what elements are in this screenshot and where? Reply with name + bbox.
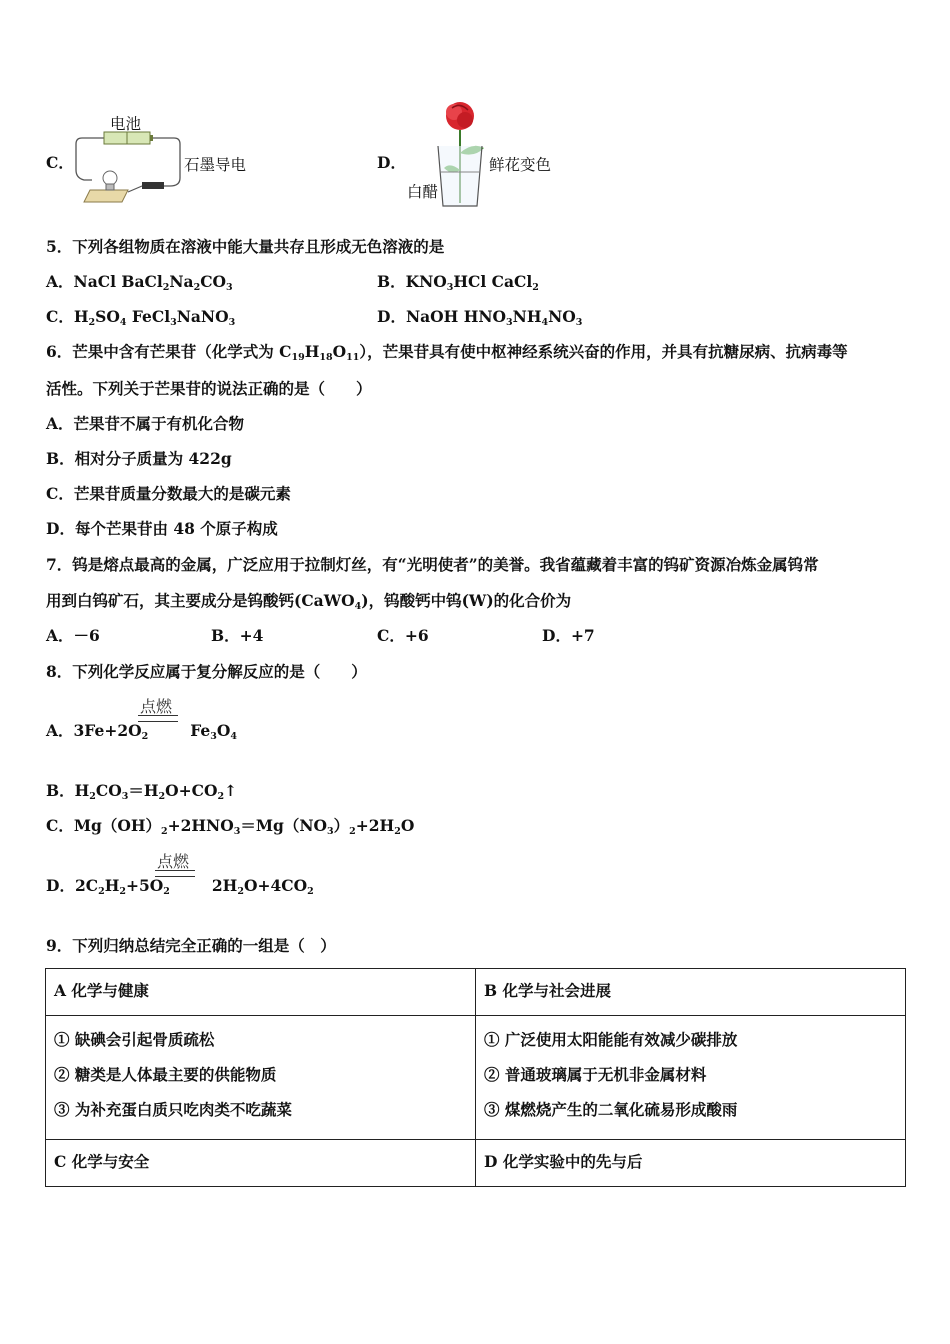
q6-option-a: A．芒果苷不属于有机化合物 [46,414,245,433]
table-cell-b-item: ② 普通玻璃属于无机非金属材料 [484,1065,707,1084]
q7-option-b: B．+4 [211,626,264,645]
graphite-label: 石墨导电 [184,156,247,174]
q7-stem-line2: 用到白钨矿石，其主要成分是钨酸钙(CaWO$_4$)，钨酸钙中钨(W)的化合价为 [46,591,572,612]
q8-option-d: D．$2C_2H_2+5O_2$ $2H_2O+4CO_2$ [46,876,314,897]
q8-stem: 8．下列化学反应属于复分解反应的是（ ） [46,662,367,681]
table-cell-a-item: ③ 为补充蛋白质只吃肉类不吃蔬菜 [54,1100,292,1119]
q8-option-a: A．$3Fe+2O_2$ $Fe_3O_4$ [46,721,238,742]
rose-figure [430,98,490,210]
table-cell-a [46,1016,476,1140]
table-cell-a-item: ① 缺碘会引起骨质疏松 [54,1030,215,1049]
q5-stem: 5．下列各组物质在溶液中能大量共存且形成无色溶液的是 [46,237,445,256]
q9-table [45,968,906,1187]
q8-option-b: B．$H_2CO_3=H_2O+CO_2↑$ [46,781,238,802]
q7-option-d: D．+7 [542,626,595,645]
q8-d-condition: 点燃 [157,852,190,871]
q5-option-a: A．NaCl $BaCl_2Na_2CO_3$ [46,272,233,293]
table-head-c: C 化学与安全 [46,1140,476,1187]
q8-a-condition: 点燃 [140,697,173,716]
q6-option-d: D．每个芒果苷由 48 个原子构成 [46,519,278,538]
q6-stem: 6．芒果中含有芒果苷（化学式为 $C_{19}H_{18}O_{11}$），芒果苷具有使中枢神经系统兴奋的作用，并具有抗糖尿病、抗病毒等 [46,342,848,363]
table-cell-b-item: ① 广泛使用太阳能能有效减少碳排放 [484,1030,738,1049]
table-head-d: D 化学实验中的先与后 [476,1140,906,1187]
q5-option-c: C．$H_2SO_4$ FeCl$_3$NaNO$_3$ [46,307,236,328]
q5-option-d: D．NaOH $HNO_3NH_4NO_3$ [377,307,583,328]
option-c-label: C． [46,153,74,172]
q7-option-a: A．－6 [46,626,100,645]
option-d-label: D． [377,153,406,172]
q6-option-c: C．芒果苷质量分数最大的是碳元素 [46,484,291,503]
battery-label: 电池 [110,115,142,133]
table-cell-a-item: ② 糖类是人体最主要的供能物质 [54,1065,277,1084]
table-cell-b-item: ③ 煤燃烧产生的二氧化硫易形成酸雨 [484,1100,738,1119]
flower-label: 鲜花变色 [489,156,552,174]
table-cell-b [476,1016,906,1140]
table-head-b: B 化学与社会进展 [476,969,906,1016]
q6-stem-line2: 活性。下列关于芒果苷的说法正确的是（ ） [46,379,372,398]
q9-stem: 9．下列归纳总结完全正确的一组是（ ） [46,936,336,955]
q5-option-b: B．$KNO_3HCl$ CaCl$_2$ [377,272,539,293]
q7-stem: 7．钨是熔点最高的金属，广泛应用于拉制灯丝，有“光明使者”的美誉。我省蕴藏着丰富的钨矿资源冶炼金属钨常 [46,555,819,574]
q7-option-c: C．+6 [377,626,429,645]
q6-option-b: B．相对分子质量为 422g [46,449,232,468]
q8-option-c: C．$Mg(OH)_2+2HNO_3=Mg(NO_3)_2+2H_2O$ [46,816,415,837]
rose-in-glass-icon [430,98,490,210]
vinegar-label: 白醋 [407,183,439,201]
table-head-a: A 化学与健康 [46,969,476,1016]
